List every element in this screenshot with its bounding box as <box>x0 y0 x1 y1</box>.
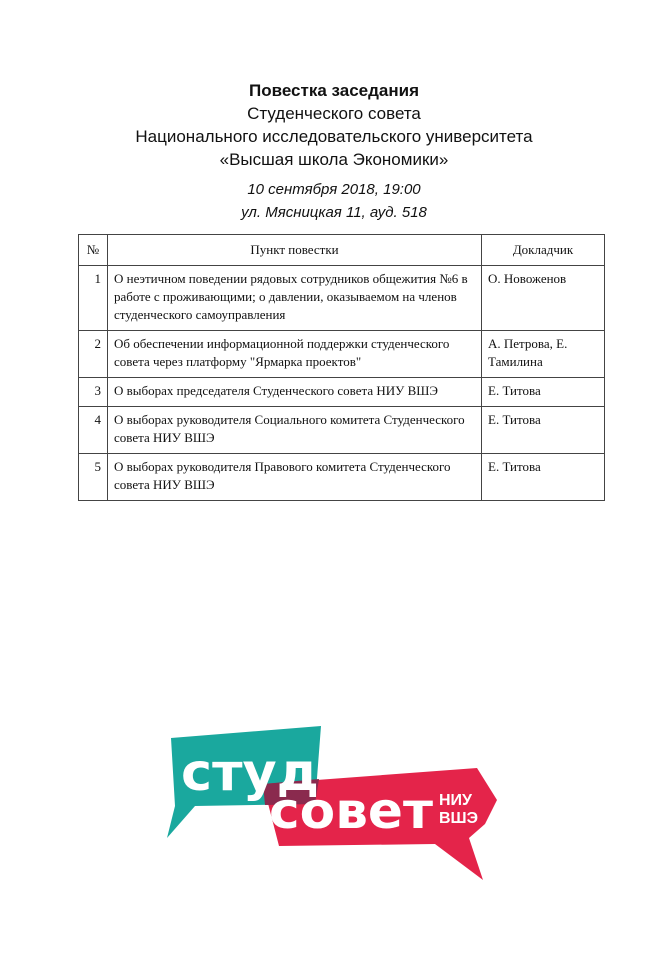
speaker-name: Е. Титова <box>482 378 605 407</box>
agenda-table <box>78 234 605 501</box>
speaker-name: Е. Титова <box>482 407 605 454</box>
logo-word-sovet: совет <box>269 782 434 840</box>
studsovet-logo <box>165 712 501 882</box>
table-row <box>79 454 605 501</box>
speaker-name: О. Новоженов <box>482 266 605 331</box>
row-number: 1 <box>79 266 108 331</box>
table-row <box>79 378 605 407</box>
row-number: 3 <box>79 378 108 407</box>
column-header-speaker: Докладчик <box>482 235 605 266</box>
meeting-location: ул. Мясницкая 11, ауд. 518 <box>241 204 427 221</box>
row-number: 5 <box>79 454 108 501</box>
column-header-item: Пункт повестки <box>108 235 482 266</box>
university-name: Национального исследовательского университета <box>135 127 533 146</box>
document-header <box>0 80 668 223</box>
row-number: 4 <box>79 407 108 454</box>
agenda-item: О выборах руководителя Социального комитета Студенческого совета НИУ ВШЭ <box>108 407 482 454</box>
speaker-name: А. Петрова, Е. Тамилина <box>482 331 605 378</box>
logo-suffix-vshe: ВШЭ <box>439 810 479 827</box>
logo-word-stud: студ <box>181 743 319 803</box>
university-short-name: «Высшая школа Экономики» <box>219 150 449 169</box>
row-number: 2 <box>79 331 108 378</box>
table-header-row <box>79 235 605 266</box>
table-row <box>79 331 605 378</box>
table-row <box>79 407 605 454</box>
speaker-name: Е. Титова <box>482 454 605 501</box>
meeting-datetime: 10 сентября 2018, 19:00 <box>247 181 421 198</box>
agenda-item: О выборах руководителя Правового комитета Студенческого совета НИУ ВШЭ <box>108 454 482 501</box>
agenda-item: О выборах председателя Студенческого совета НИУ ВШЭ <box>108 378 482 407</box>
council-name: Студенческого совета <box>247 104 421 123</box>
agenda-item: О неэтичном поведении рядовых сотрудников общежития №6 в работе с проживающими; о давлении, оказываемом на членов студенческого самоуправления <box>108 266 482 331</box>
logo-suffix-niu: НИУ <box>439 792 473 809</box>
agenda-item: Об обеспечении информационной поддержки студенческого совета через платформу "Ярмарка проектов" <box>108 331 482 378</box>
column-header-number: № <box>79 235 108 266</box>
table-row <box>79 266 605 331</box>
document-title: Повестка заседания <box>249 81 419 100</box>
